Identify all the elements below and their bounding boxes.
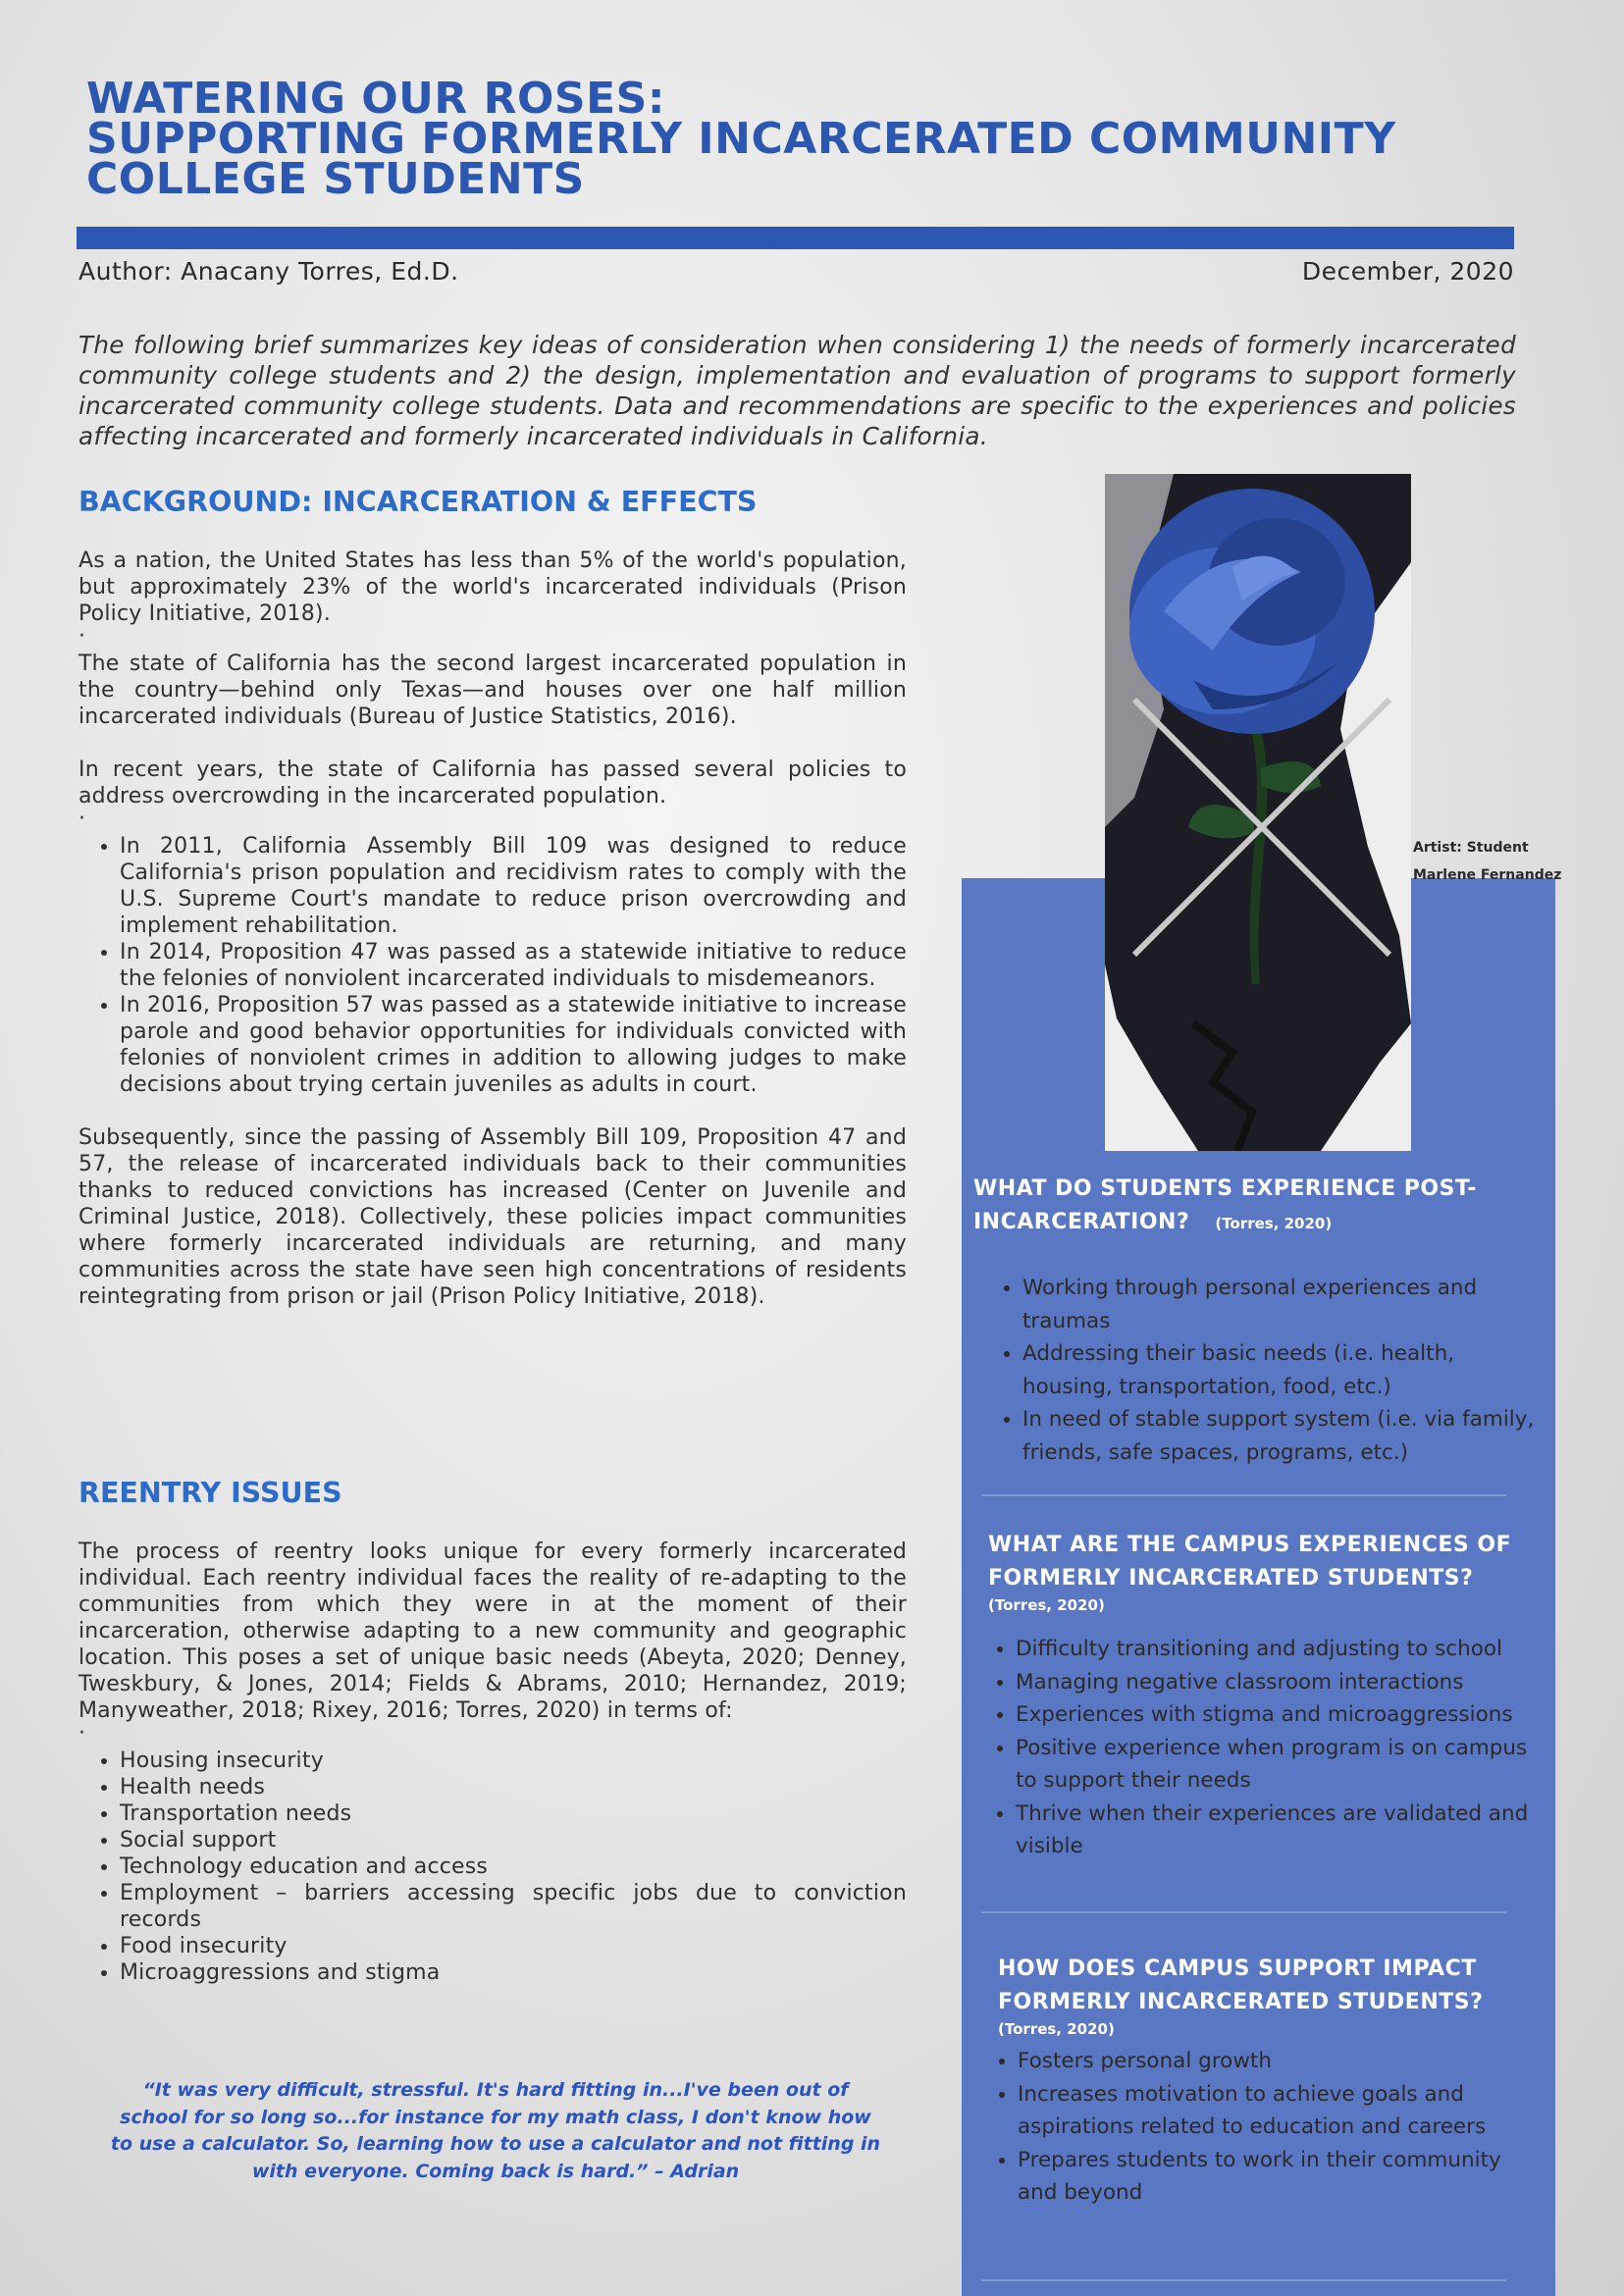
list-item: • Technology education and access — [120, 1853, 907, 1880]
heading-line-2: FORMERLY INCARCERATED STUDENTS? — [988, 1566, 1474, 1591]
separator-dot: · — [79, 807, 86, 831]
section-citation: (Torres, 2020) — [998, 2020, 1115, 2038]
section-citation: (Torres, 2020) — [988, 1596, 1105, 1614]
title-line-2: SUPPORTING FORMERLY INCARCERATED COMMUNITY — [86, 114, 1396, 164]
list-item: • Housing insecurity — [120, 1748, 907, 1774]
section-heading — [988, 1529, 1538, 1595]
section-heading — [973, 1173, 1538, 1240]
reentry-needs-list — [79, 1748, 907, 1986]
student-quote: “It was very difficult, stressful. It's hard fitting in...I've been out of school for so long so...for instance for my math class, I don't know how to use a calculator. So, learning how to use a calculator and not fitting in with everyone. Coming back is hard.” – Adrian — [110, 2079, 881, 2182]
panel-divider — [981, 2279, 1506, 2281]
artist-credit — [1413, 834, 1561, 889]
list-item: • Health needs — [120, 1774, 907, 1800]
artist-credit-line-2: Marlene Fernandez — [1413, 867, 1562, 883]
list-item: • Managing negative classroom interactions — [1016, 1666, 1538, 1699]
heading-line-2: INCARCERATION? — [973, 1210, 1190, 1234]
list-item: • Thrive when their experiences are validated and visible — [1016, 1798, 1538, 1863]
author-line: Author: Anacany Torres, Ed.D. — [79, 257, 459, 286]
page-title — [86, 74, 1539, 204]
background-section — [79, 548, 907, 1336]
background-paragraph-4: Subsequently, since the passing of Assembly Bill 109, Proposition 47 and 57, the release of incarcerated individuals back to their communities thanks to reduced convictions has increased (Center on Juvenile and Criminal Justice, 2018). Collectively, these policies impact communities where formerly incarcerated individuals are returning, and many communities across the state have seen high concentrations of residents reintegrating from prison or jail (Prison Policy Initiative, 2018). — [79, 1125, 907, 1309]
panel-divider — [981, 1494, 1506, 1496]
heading-line-2: FORMERLY INCARCERATED STUDENTS? — [998, 1990, 1484, 2014]
section-citation: (Torres, 2020) — [1215, 1215, 1333, 1232]
list-item: • Increases motivation to achieve goals and aspirations related to education and careers — [1018, 2078, 1538, 2144]
panel-section-campus-experiences — [988, 1529, 1538, 1863]
panel-section-post-incarceration — [973, 1173, 1538, 1469]
list-item: • Transportation needs — [120, 1800, 907, 1827]
list-item: • Fosters personal growth — [1018, 2045, 1538, 2078]
list-item: • Difficulty transitioning and adjusting to school — [1016, 1633, 1538, 1666]
reentry-section — [79, 1539, 907, 2012]
list-item: • In need of stable support system (i.e. via family, friends, safe spaces, programs, etc.) — [1022, 1403, 1538, 1469]
list-item: • Addressing their basic needs (i.e. health, housing, transportation, food, etc.) — [1022, 1337, 1538, 1403]
background-heading: BACKGROUND: INCARCERATION & EFFECTS — [79, 486, 758, 518]
background-paragraph-3: In recent years, the state of California has passed several policies to address overcrowding in the incarcerated population. — [79, 757, 907, 809]
section-list — [998, 2045, 1538, 2210]
separator-dot: · — [79, 624, 86, 649]
list-item: • Social support — [120, 1827, 907, 1853]
separator-dot: · — [79, 1721, 86, 1746]
artist-credit-line-1: Artist: Student — [1413, 840, 1529, 856]
heading-line-1: WHAT DO STUDENTS EXPERIENCE POST- — [973, 1176, 1477, 1201]
list-item: • In 2014, Proposition 47 was passed as a statewide initiative to reduce the felonies of nonviolent incarcerated individuals to misdemeanors. — [120, 939, 907, 992]
list-item: • Experiences with stigma and microaggressions — [1016, 1698, 1538, 1732]
reentry-paragraph: The process of reentry looks unique for every formerly incarcerated individual. Each reentry individual faces the reality of re-adapting to the communities from which they were in at the moment of their incarceration, otherwise adapting to a new community and geographic location. This poses a set of unique basic needs (Abeyta, 2020; Denney, Tweskbury, & Jones, 2014; Fields & Abrams, 2010; Hernandez, 2019; Manyweather, 2018; Rixey, 2016; Torres, 2020) in terms of: — [79, 1539, 907, 1723]
list-item: • Microaggressions and stigma — [120, 1959, 907, 1986]
section-heading — [998, 1953, 1538, 2019]
background-paragraph-2: The state of California has the second largest incarcerated population in the country—behind only Texas—and houses over one half million incarcerated individuals (Bureau of Justice Statistics, 2016). — [79, 652, 907, 729]
title-line-3: COLLEGE STUDENTS — [86, 154, 585, 204]
list-item: • Prepares students to work in their community and beyond — [1018, 2144, 1538, 2210]
panel-section-campus-support — [998, 1953, 1538, 2210]
list-item: • Employment – barriers accessing specific jobs due to conviction records — [120, 1880, 907, 1933]
panel-divider — [981, 1911, 1506, 1913]
intro-summary: The following brief summarizes key ideas of consideration when considering 1) the needs of formerly incarcerated community college students and 2) the design, implementation and evaluation of programs to support formerly incarcerated community college students. Data and recommendations are specific to the experiences and policies affecting incarcerated and formerly incarcerated individuals in California. — [79, 331, 1516, 450]
heading-line-1: WHAT ARE THE CAMPUS EXPERIENCES OF — [988, 1533, 1512, 1557]
list-item: • Food insecurity — [120, 1933, 907, 1959]
list-item: • Working through personal experiences and traumas — [1022, 1272, 1538, 1337]
publication-date: December, 2020 — [1301, 257, 1514, 286]
section-list — [973, 1272, 1538, 1469]
title-divider — [77, 227, 1514, 249]
list-item: • In 2011, California Assembly Bill 109 was designed to reduce California's prison population and recidivism rates to comply with the U.S. Supreme Court's mandate to reduce prison overcrowding and implement rehabilitation. — [120, 833, 907, 939]
list-item: • In 2016, Proposition 57 was passed as a statewide initiative to increase parole and good behavior opportunities for individuals convicted with felonies of nonviolent crimes in addition to allowing judges to make decisions about trying certain juveniles as adults in court. — [120, 992, 907, 1098]
heading-line-1: HOW DOES CAMPUS SUPPORT IMPACT — [998, 1957, 1477, 1981]
policy-list — [79, 833, 907, 1098]
reentry-heading: REENTRY ISSUES — [79, 1477, 342, 1509]
section-list — [988, 1633, 1538, 1863]
background-paragraph-1: As a nation, the United States has less than 5% of the world's population, but approximately 23% of the world's incarcerated individuals (Prison Policy Initiative, 2018). — [79, 548, 907, 626]
title-line-1: WATERING OUR ROSES: — [86, 74, 665, 124]
rose-artwork — [1105, 474, 1411, 1151]
list-item: • Positive experience when program is on campus to support their needs — [1016, 1732, 1538, 1798]
